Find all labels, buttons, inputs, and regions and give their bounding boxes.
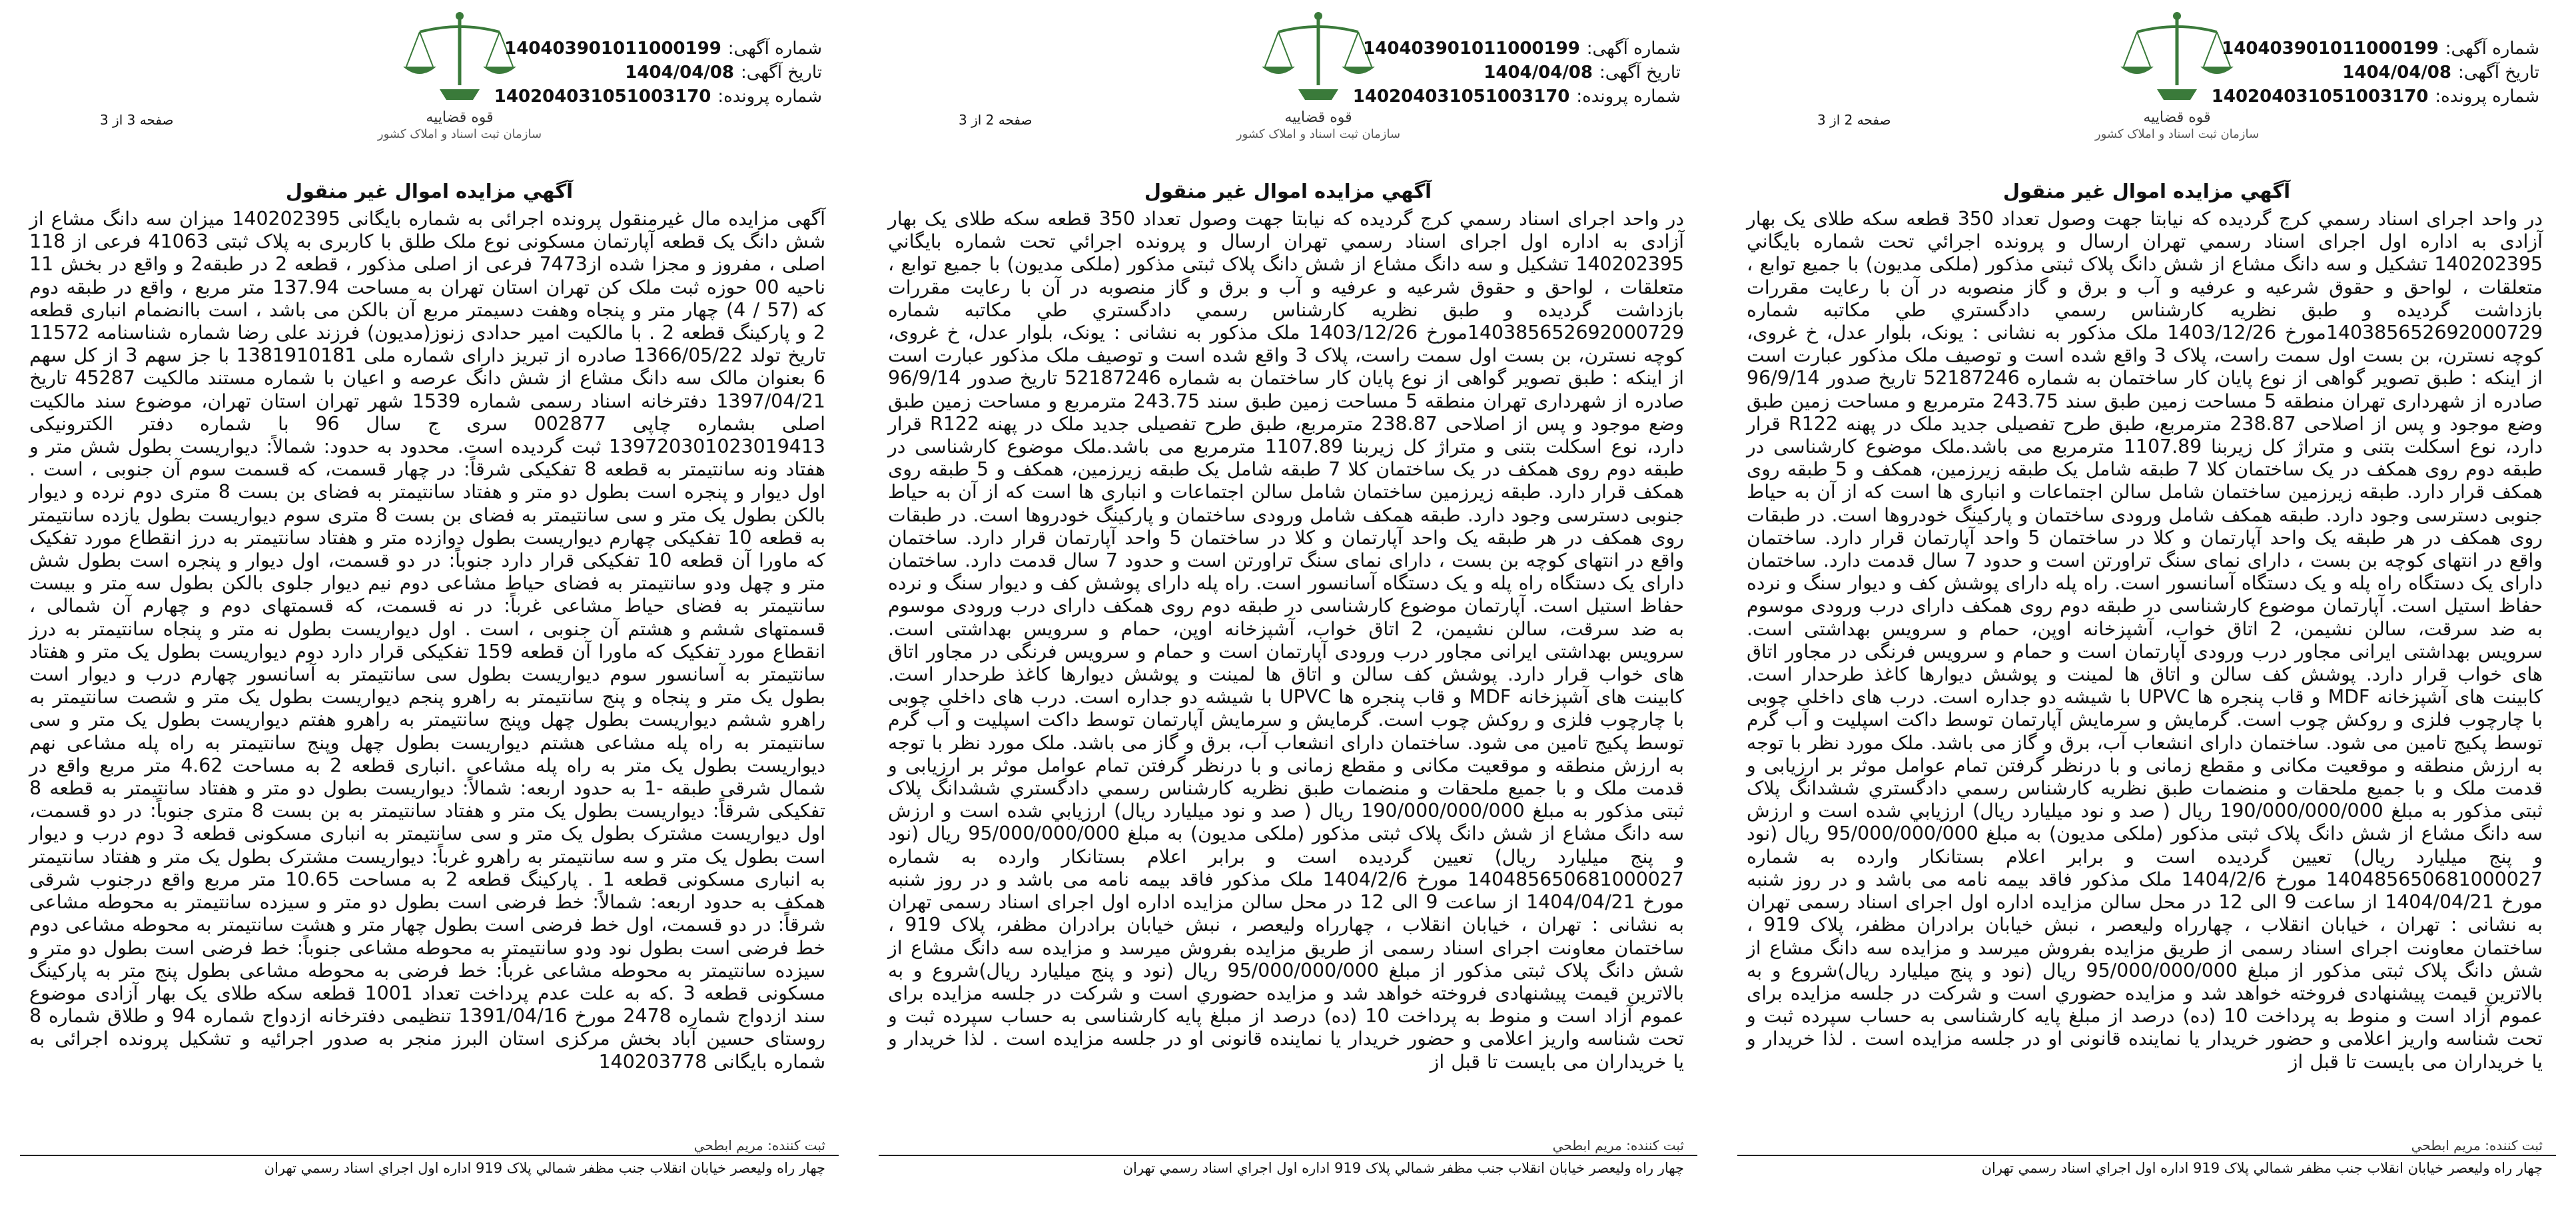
ad-date: 1404/04/08 [625, 63, 734, 83]
notice-body: آگهی مزایده مال غیرمنقول پرونده اجرائی به شماره بایگانی 140202395 میزان سه دانگ مشاع از شش دانگ یک قطعه آپارتمان مسکونی نوع ملک طلق با کاربری به پلاک ثبتی 41063 فرعی از 118 اصلی ، مفروز و مجزا شده از7473 فرعی از اصلی مذکور ، قطعه 2 در طبقه2 و واقع در بخش 11 ناحیه 00 حوزه ثبت ملک کن تهران استان تهران به مساحت 137.94 متر مربع ، واقع در طبقه دوم که (57 / 4) چهار متر و پنجاه وهفت دسیمتر مربع آن بالکن می باشد ، است باانضمام انباری قطعه 2 و پارکینگ قطعه 2 . با مالکیت امیر حدادی زنوز(مدیون) فرزند علی رضا شماره شناسنامه 11572 تاریخ تولد 1366/05/22 صادره از تبریز دارای شماره ملی 1381910181 با جز سهم 3 از کل سهم 6 بعنوان مالک سه دانگ مشاع از شش دانگ عرصه و اعیان با شماره مستند مالکیت 45287 تاریخ 1397/04/21 دفترخانه اسناد رسمی شماره 1539 شهر تهران استان تهران، موضوع سند مالکیت اصلی بشماره چاپی 002877 سری ج سال 96 با شماره دفتر الکترونیکی 139720301023019413 ثبت گردیده است. محدود به حدود: شمالاً: دیواریست بطول شش متر و هفتاد ونه سانتیمتر به قطعه 8 تفکیکی شرقاً: در چهار قسمت، که قسمت سوم آن جنوبی ، است . اول دیوار و پنجره است بطول دو متر و هفتاد سانتیمتر به فضای بن بست 8 متری دوم نرده و دیوار بالکن بطول یک متر و سی سانتیمتر به فضای بن بست 8 متری سوم دیواریست بطول یازده سانتیمتر به قطعه 10 تفکیکی چهارم دیواریست بطول دوازده متر و هفتاد سانتیمتر به درز انقطاع مورد تفکیک که ماورا آن قطعه 10 تفکیکی قرار دارد جنوباً: در دو قسمت، اول دیوار و پنجره است بطول شش متر و چهل ودو سانتیمتر به فضای حیاط مشاعی دوم نیم دیوار جلوی بالکن بطول سه متر و بیست سانتیمتر به فضای حیاط مشاعی غرباً: در نه قسمت، که قسمتهای دوم و چهارم آن شمالی ، قسمتهای ششم و هشتم آن جنوبی ، است . اول دیواریست بطول نه متر و پنجاه سانتیمتر به درز انقطاع مورد تفکیک که ماورا آن قطعه 159 تفکیکی قرار دارد دوم دیواریست بطول یک متر و هفتاد سانتیمتر به آسانسور سوم دیواریست بطول سی سانتیمتر به آسانسور چهارم درب و دیوار است بطول یک متر و پنجاه و پنج سانتیمتر به راهرو پنجم دیواریست بطول یک متر و شصت سانتیمتر به راهرو ششم دیواریست بطول چهل وپنج سانتیمتر به راهرو هفتم دیواریست بطول یک متر و سی سانتیمتر به راه پله مشاعی هشتم دیواریست بطول چهل وپنج سانتیمتر به راه پله مشاعی نهم دیواریست بطول یک متر به راه پله مشاعی .انباری قطعه 2 به مساحت 4.62 متر مربع واقع در شمال شرقی طبقه -1 به حدود اربعه: شمالاً: دیواریست بطول دو متر و هفتاد سانتیمتر به قطعه 8 تفکیکی شرقاً: دیواریست بطول یک متر و هفتاد سانتیمتر به بن بست 8 متری جنوباً: در دو قسمت، اول دیواریست مشترک بطول یک متر و سی سانتیمتر به انباری مسکونی قطعه 3 دوم درب و دیوار است بطول یک متر و سه سانتیمتر به راهرو غرباً: دیواریست مشترک بطول یک متر و هفتاد سانتیمتر به انباری مسکونی قطعه 1 . پارکینگ قطعه 2 به مساحت 10.65 متر مربع واقع درجنوب شرقی همکف به حدود اربعه: شمالاً: خط فرضی است بطول دو متر و سیزده سانتیمتر به محوطه مشاعی شرقاً: در دو قسمت، اول خط فرضی است بطول چهار متر و هشت سانتیمتر به محوطه مشاعی دوم خط فرضی است بطول نود ودو سانتیمتر به محوطه مشاعی جنوباً: خط فرضی است بطول دو متر و سیزده سانتیمتر به محوطه مشاعی غرباً: خط فرضی به محوطه مشاعی بطول پنج متر به پارکینگ مسکونی قطعه 3 .که به علت عدم پرداخت تعداد 1001 قطعه سکه طلای یک بهار آزادی موضوع سند ازدواج شماره 2478 مورخ 1391/04/16 تنظیمی دفترخانه ازدواج شماره 94 و طلاق شماره 8 روستای حسین آباد بخش مرکزی استان البرز منجر به صدور اجرائیه و تشکیل پرونده اجرائی به شماره بایگانی 140203778 [29, 208, 826, 1073]
registrar-name: مریم ابطحي [693, 1137, 763, 1153]
registrar-name: مریم ابطحي [1552, 1137, 1622, 1153]
registrar-label: ثبت کننده: [1626, 1137, 1684, 1153]
notice-body: در واحد اجرای اسناد رسمي کرج گرديده که نيابتا جهت وصول تعداد 350 قطعه سکه طلای يک بهار آزادی به اداره اول اجرای اسناد رسمي تهران ارسال و پرونده اجرائي تحت شماره بايگاني 140202395 تشکيل و سه دانگ مشاع از شش دانگ پلاک ثبتی مذکور (ملکی مدیون) با جمیع توابع ، متعلقات ، لواحق و حقوق شرعیه و عرفیه و آب و برق و گاز منصوبه در آن با رعایت مقررات بازداشت گرديده و طبق نظریه کارشناس رسمي دادگستري طي مكاتبه شماره 140385652692000729مورخ 1403/12/26 ملک مذکور به نشانی : یونک، بلوار عدل، خ غروی، کوچه نسترن، بن بست اول سمت راست، پلاک 3 واقع شده است و توصيف ملک مذکور عبارت است از اینکه : طبق تصویر گواهی از نوع پایان کار ساختمان به شماره 52187246 تاریخ صدور 96/9/14 صادره از شهرداری تهران منطقه 5 مساحت زمین طبق سند 243.75 مترمربع و مساحت زمین طبق وضع موجود و پس از اصلاحی 238.87 مترمربع، طبق طرح تفصیلی جدید ملک در پهنه R122 قرار دارد، نوع اسکلت بتنی و متراژ کل زیربنا 1107.89 مترمربع می باشد.ملک موضوع کارشناسی در طبقه دوم روی همکف در یک ساختمان کلا 7 طبقه شامل یک طبقه زیرزمین، همکف و 5 طبقه روی همکف قرار دارد. طبقه زیرزمین ساختمان شامل سالن اجتماعات و انباری ها است که از آن به حیاط جنوبی دسترسی وجود دارد. طبقه همکف شامل ورودی ساختمان و پارکینگ خودروها است. در طبقات روی همکف در هر طبقه یک واحد آپارتمان و کلا در ساختمان 5 واحد آپارتمان قرار دارد. ساختمان واقع در انتهای کوچه بن بست ، دارای نمای سنگ تراورتن است و حدود 7 سال قدمت دارد. ساختمان دارای یک دستگاه راه پله و یک دستگاه آسانسور است. راه پله دارای پوشش کف و دیوار سنگ و نرده حفاظ استیل است. آپارتمان موضوع کارشناسی در طبقه دوم روی همکف دارای درب ورودی موسوم به ضد سرقت، سالن نشیمن، 2 اتاق خواب، آشپزخانه اوپن، حمام و سرویس بهداشتی است. سرویس بهداشتی ایرانی مجاور درب ورودی آپارتمان است و حمام و سرویس فرنگی در مجاور اتاق های خواب قرار دارد. پوشش کف سالن و اتاق ها لمینت و پوشش دیوارها کاغذ طرحدار است. کابینت های آشپزخانه MDF و قاب پنجره ها UPVC با شیشه دو جداره است. درب های داخلی چوبی با چارچوب فلزی و روکش چوب است. گرمایش و سرمایش آپارتمان توسط داکت اسپلیت و آب گرم توسط پکیج تامین می شود. ساختمان دارای انشعاب آب، برق و گاز می باشد. ملک مورد نظر با توجه به ارزش منطقه و موقعیت مکانی و مقطع زمانی و با درنظر گرفتن تمام عوامل موثر بر ارزیابی و قدمت ملک و با جميع ملحقات و منضمات طبق نظریه كارشناس رسمي دادگستري ششدانگ پلاک ثبتی مذکور به مبلغ 190/000/000/000 ريال ( صد و نود ميليارد ريال) ارزيابي شده است و ارزش سه دانگ مشاع از شش دانگ پلاک ثبتی مذکور (ملکی مدیون) به مبلغ 95/000/000/000 ريال (نود و پنج ميليارد ريال) تعيين گرديده است و برابر اعلام بستانكار وارده به شماره 140485650681000027 مورخ 1404/2/6 ملک مذکور فاقد بیمه نامه می باشد و در روز شنبه مورخ 1404/04/21 از ساعت 9 الی 12 در محل سالن مزايده اداره اول اجرای اسناد رسمی تهران به نشانی : تهران ، خیابان انقلاب ، چهارراه ولیعصر ، نبش خیابان برادران مظفر، پلاک 919 ، ساختمان معاونت اجرای اسناد رسمی از طريق مزايده بفروش ميرسد و مزایده سه دانگ مشاع از شش دانگ پلاک ثبتی مذکور از مبلغ 95/000/000/000 ريال (نود و پنج ميليارد ريال)شروع و به بالاترين قيمت پيشنهادی فروخته خواهد شد و مزايده حضوري است و شرکت در جلسه مزایده برای عموم آزاد است و منوط به پرداخت 10 (ده) درصد از مبلغ پایه کارشناسی به حساب سپرده ثبت و تحت شناسه واریز اعلامی و حضور خریدار یا نماینده قانونی او در جلسه مزایده است . لذا خریدار و یا خریداران می بایست تا قبل از [1747, 208, 2543, 1073]
ad-number-row [1353, 37, 1681, 61]
emblem-caption: قوه قضاییه [1284, 109, 1352, 126]
ad-date-row [2212, 61, 2539, 85]
registrar-name: مریم ابطحي [2411, 1137, 2481, 1153]
ad-number-row [2212, 37, 2539, 61]
footer-divider [20, 1155, 839, 1156]
registrar-signature [888, 1137, 1684, 1153]
emblem-subcaption: سازمان ثبت اسناد و املاک کشور [1236, 127, 1401, 141]
registrar-label: ثبت کننده: [2485, 1137, 2543, 1153]
file-number-row [494, 85, 822, 109]
notice-title: آگهي مزايده اموال غير منقول [1144, 180, 1432, 202]
ad-date-label: تاریخ آگهی: [1599, 63, 1681, 83]
ad-date-label: تاریخ آگهی: [740, 63, 822, 83]
emblem-caption: قوه قضاییه [426, 109, 494, 126]
emblem-subcaption: سازمان ثبت اسناد و املاک کشور [377, 127, 542, 141]
footer-divider [1737, 1155, 2556, 1156]
file-number: 140204031051003170 [2211, 87, 2429, 107]
ad-number-row [494, 37, 822, 61]
notice-title: آگهي مزايده اموال غير منقول [2002, 180, 2291, 202]
page-number: صفحه 3 از 3 [100, 112, 174, 128]
notice-meta [1353, 37, 1681, 109]
footer-address: چهار راه وليعصر خيابان انقلاب جنب مظفر شمالي پلاک 919 اداره اول اجراي اسناد رسمي تهران [264, 1160, 825, 1176]
ad-date-row [494, 61, 822, 85]
notice-page-2 [859, 0, 1717, 1228]
emblem-subcaption: سازمان ثبت اسناد و املاک کشور [2094, 127, 2260, 141]
ad-date-row [1353, 61, 1681, 85]
notice-meta [2212, 37, 2539, 109]
ad-date: 1404/04/08 [1484, 63, 1593, 83]
file-number-row [1353, 85, 1681, 109]
footer-divider [879, 1155, 1697, 1156]
ad-number-label: شماره آگهی: [2445, 39, 2539, 59]
file-number: 140204031051003170 [494, 87, 711, 107]
ad-number: 140403901011000199 [504, 39, 721, 59]
ad-date: 1404/04/08 [2342, 63, 2451, 83]
ad-number: 140403901011000199 [1363, 39, 1580, 59]
file-number-row [2212, 85, 2539, 109]
ad-number-label: شماره آگهی: [727, 39, 822, 59]
ad-date-label: تاریخ آگهی: [2457, 63, 2539, 83]
notice-page-3 [0, 0, 859, 1228]
file-number-label: شماره پرونده: [2435, 87, 2539, 107]
notice-title: آگهي مزايده اموال غير منقول [285, 180, 574, 202]
page-number: صفحه 2 از 3 [959, 112, 1033, 128]
file-number-label: شماره پرونده: [1576, 87, 1681, 107]
notice-meta [494, 37, 822, 109]
footer-address: چهار راه وليعصر خيابان انقلاب جنب مظفر شمالي پلاک 919 اداره اول اجراي اسناد رسمي تهران [1981, 1160, 2543, 1176]
page-number: صفحه 2 از 3 [1817, 112, 1891, 128]
notice-page-1 [1717, 0, 2576, 1228]
notice-body: در واحد اجرای اسناد رسمي کرج گرديده که نيابتا جهت وصول تعداد 350 قطعه سکه طلای يک بهار آزادی به اداره اول اجرای اسناد رسمي تهران ارسال و پرونده اجرائي تحت شماره بايگاني 140202395 تشکيل و سه دانگ مشاع از شش دانگ پلاک ثبتی مذکور (ملکی مدیون) با جمیع توابع ، متعلقات ، لواحق و حقوق شرعیه و عرفیه و آب و برق و گاز منصوبه در آن با رعایت مقررات بازداشت گرديده و طبق نظریه کارشناس رسمي دادگستري طي مكاتبه شماره 140385652692000729مورخ 1403/12/26 ملک مذکور به نشانی : یونک، بلوار عدل، خ غروی، کوچه نسترن، بن بست اول سمت راست، پلاک 3 واقع شده است و توصيف ملک مذکور عبارت است از اینکه : طبق تصویر گواهی از نوع پایان کار ساختمان به شماره 52187246 تاریخ صدور 96/9/14 صادره از شهرداری تهران منطقه 5 مساحت زمین طبق سند 243.75 مترمربع و مساحت زمین طبق وضع موجود و پس از اصلاحی 238.87 مترمربع، طبق طرح تفصیلی جدید ملک در پهنه R122 قرار دارد، نوع اسکلت بتنی و متراژ کل زیربنا 1107.89 مترمربع می باشد.ملک موضوع کارشناسی در طبقه دوم روی همکف در یک ساختمان کلا 7 طبقه شامل یک طبقه زیرزمین، همکف و 5 طبقه روی همکف قرار دارد. طبقه زیرزمین ساختمان شامل سالن اجتماعات و انباری ها است که از آن به حیاط جنوبی دسترسی وجود دارد. طبقه همکف شامل ورودی ساختمان و پارکینگ خودروها است. در طبقات روی همکف در هر طبقه یک واحد آپارتمان و کلا در ساختمان 5 واحد آپارتمان قرار دارد. ساختمان واقع در انتهای کوچه بن بست ، دارای نمای سنگ تراورتن است و حدود 7 سال قدمت دارد. ساختمان دارای یک دستگاه راه پله و یک دستگاه آسانسور است. راه پله دارای پوشش کف و دیوار سنگ و نرده حفاظ استیل است. آپارتمان موضوع کارشناسی در طبقه دوم روی همکف دارای درب ورودی موسوم به ضد سرقت، سالن نشیمن، 2 اتاق خواب، آشپزخانه اوپن، حمام و سرویس بهداشتی است. سرویس بهداشتی ایرانی مجاور درب ورودی آپارتمان است و حمام و سرویس فرنگی در مجاور اتاق های خواب قرار دارد. پوشش کف سالن و اتاق ها لمینت و پوشش دیوارها کاغذ طرحدار است. کابینت های آشپزخانه MDF و قاب پنجره ها UPVC با شیشه دو جداره است. درب های داخلی چوبی با چارچوب فلزی و روکش چوب است. گرمایش و سرمایش آپارتمان توسط داکت اسپلیت و آب گرم توسط پکیج تامین می شود. ساختمان دارای انشعاب آب، برق و گاز می باشد. ملک مورد نظر با توجه به ارزش منطقه و موقعیت مکانی و مقطع زمانی و با درنظر گرفتن تمام عوامل موثر بر ارزیابی و قدمت ملک و با جميع ملحقات و منضمات طبق نظریه كارشناس رسمي دادگستري ششدانگ پلاک ثبتی مذکور به مبلغ 190/000/000/000 ريال ( صد و نود ميليارد ريال) ارزيابي شده است و ارزش سه دانگ مشاع از شش دانگ پلاک ثبتی مذکور (ملکی مدیون) به مبلغ 95/000/000/000 ريال (نود و پنج ميليارد ريال) تعيين گرديده است و برابر اعلام بستانكار وارده به شماره 140485650681000027 مورخ 1404/2/6 ملک مذکور فاقد بیمه نامه می باشد و در روز شنبه مورخ 1404/04/21 از ساعت 9 الی 12 در محل سالن مزايده اداره اول اجرای اسناد رسمی تهران به نشانی : تهران ، خیابان انقلاب ، چهارراه ولیعصر ، نبش خیابان برادران مظفر، پلاک 919 ، ساختمان معاونت اجرای اسناد رسمی از طريق مزايده بفروش ميرسد و مزایده سه دانگ مشاع از شش دانگ پلاک ثبتی مذکور از مبلغ 95/000/000/000 ريال (نود و پنج ميليارد ريال)شروع و به بالاترين قيمت پيشنهادی فروخته خواهد شد و مزايده حضوري است و شرکت در جلسه مزایده برای عموم آزاد است و منوط به پرداخت 10 (ده) درصد از مبلغ پایه کارشناسی به حساب سپرده ثبت و تحت شناسه واریز اعلامی و حضور خریدار یا نماینده قانونی او در جلسه مزایده است . لذا خریدار و یا خریداران می بایست تا قبل از [888, 208, 1685, 1073]
file-number: 140204031051003170 [1352, 87, 1570, 107]
ad-number: 140403901011000199 [2222, 39, 2439, 59]
ad-number-label: شماره آگهی: [1586, 39, 1681, 59]
emblem-caption: قوه قضاییه [2143, 109, 2211, 126]
registrar-signature [29, 1137, 825, 1153]
registrar-label: ثبت کننده: [767, 1137, 825, 1153]
footer-address: چهار راه وليعصر خيابان انقلاب جنب مظفر شمالي پلاک 919 اداره اول اجراي اسناد رسمي تهران [1122, 1160, 1684, 1176]
registrar-signature [1747, 1137, 2543, 1153]
file-number-label: شماره پرونده: [717, 87, 822, 107]
